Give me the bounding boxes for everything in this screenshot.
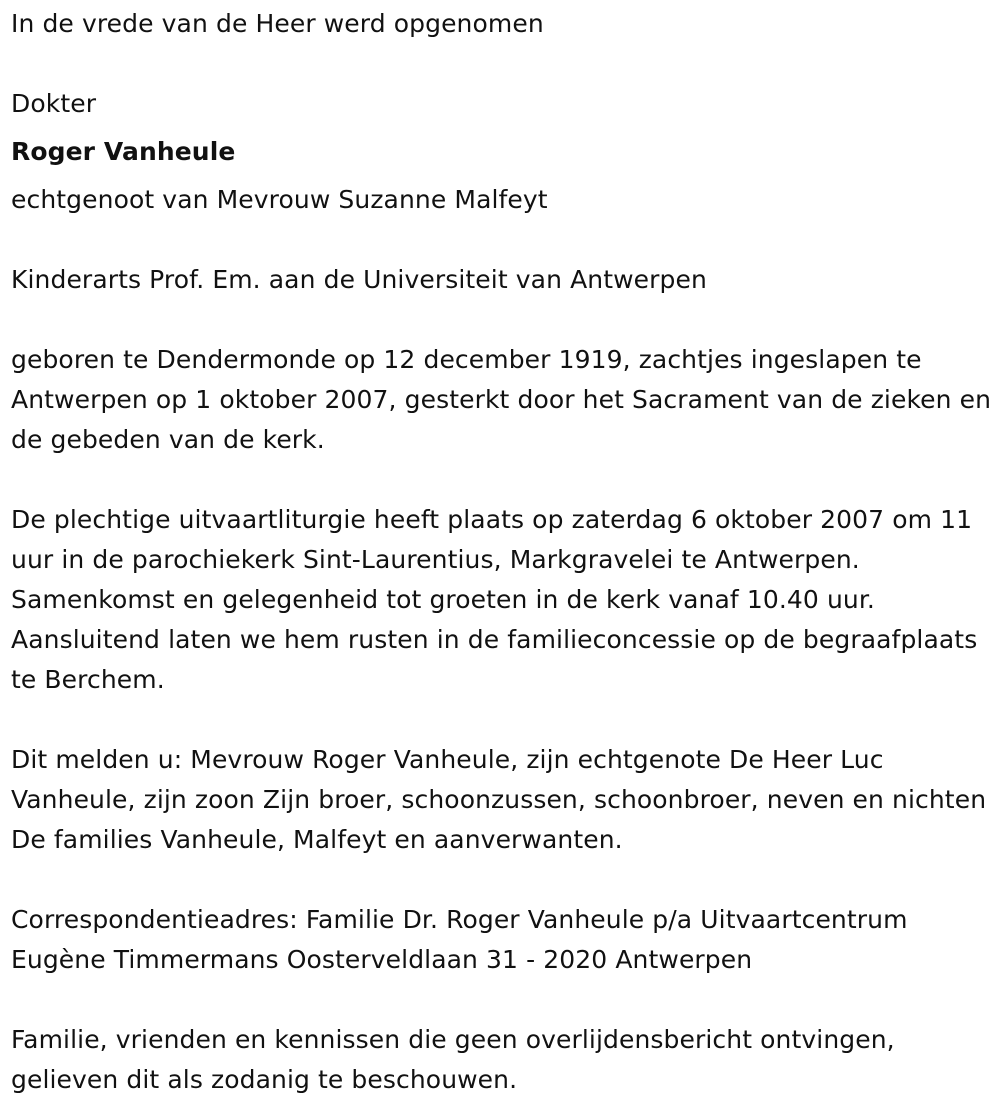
profession-line: Kinderarts Prof. Em. aan de Universiteit van Antwerpen (11, 265, 707, 294)
funeral-paragraph: De plechtige uitvaartliturgie heeft plaats op zaterdag 6 oktober 2007 om 11 uur in de parochiekerk Sint-Laurentius, Markgravelei te Antwerpen. Samenkomst en gelegenheid tot groeten in de kerk vanaf 10.40 uur. Aansluitend laten we hem rusten in de familieconcessie op de begraafplaats te Berchem. (11, 505, 978, 694)
title-line: Dokter (11, 89, 97, 118)
closing-paragraph: Familie, vrienden en kennissen die geen overlijdensbericht ontvingen, gelieven dit als zodanig te beschouwen. (11, 1025, 895, 1094)
family-paragraph: Dit melden u: Mevrouw Roger Vanheule, zijn echtgenote De Heer Luc Vanheule, zijn zoon Zijn broer, schoonzussen, schoonbroer, neven en nichten De families Vanheule, Malfeyt en aanverwanten. (11, 745, 987, 854)
address-paragraph: Correspondentieadres: Familie Dr. Roger Vanheule p/a Uitvaartcentrum Eugène Timmermans Oosterveldlaan 31 - 2020 Antwerpen (11, 905, 908, 974)
birth-death-paragraph: geboren te Dendermonde op 12 december 1919, zachtjes ingeslapen te Antwerpen op 1 oktober 2007, gesterkt door het Sacrament van de zieken en de gebeden van de kerk. (11, 345, 992, 454)
intro-line: In de vrede van de Heer werd opgenomen (11, 9, 544, 38)
spouse-line: echtgenoot van Mevrouw Suzanne Malfeyt (11, 185, 548, 214)
obituary-notice (11, 4, 996, 1100)
deceased-name: Roger Vanheule (11, 137, 236, 166)
